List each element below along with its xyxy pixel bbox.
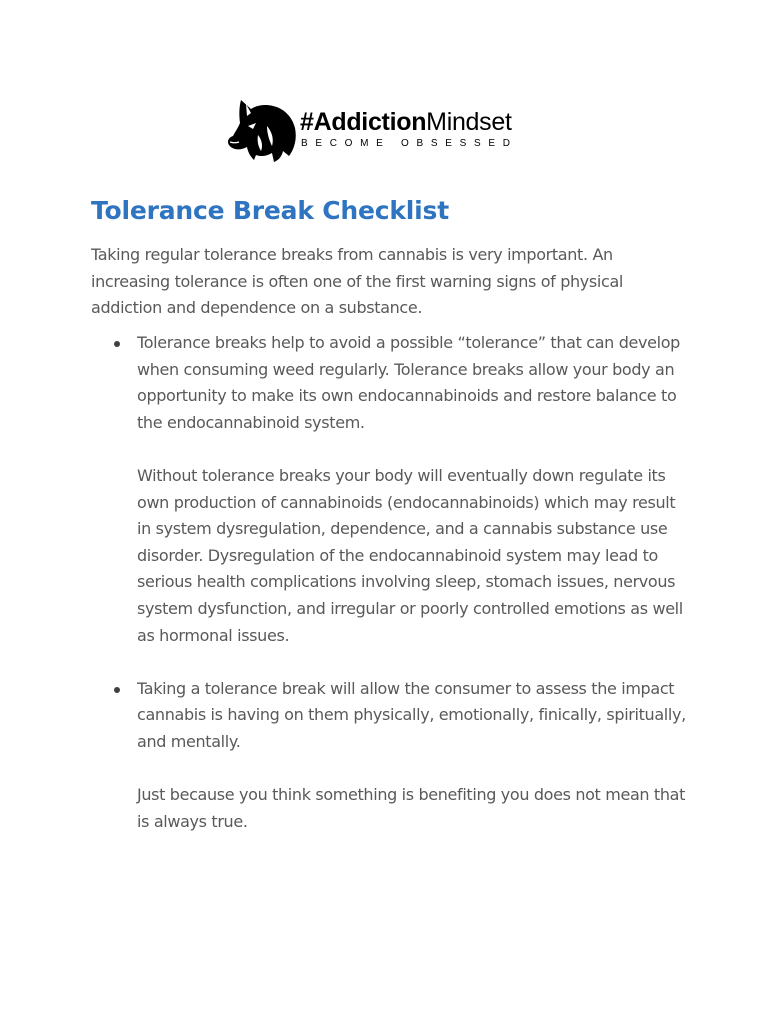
checklist-item <box>91 330 691 649</box>
wolf-head-icon <box>227 96 297 164</box>
checklist-item-paragraph: Just because you think something is benefiting you does not mean that is always true. <box>137 785 686 831</box>
page-title: Tolerance Break Checklist <box>91 196 449 225</box>
checklist-item-paragraph: Tolerance breaks help to avoid a possible “tolerance” that can develop when consuming weed regularly. Tolerance breaks allow your body an opportunity to make its own endocannabinoids and restore balance to the endocannabinoid system. <box>137 333 680 432</box>
checklist <box>91 330 691 835</box>
checklist-item <box>91 676 691 836</box>
logo-tagline: BECOME OBSESSED <box>301 138 518 149</box>
bullet-icon <box>114 341 120 347</box>
bullet-icon <box>114 687 120 693</box>
checklist-item-paragraph: Without tolerance breaks your body will eventually down regulate its own production of cannabinoids (endocannabinoids) which may result in system dysregulation, dependence, and a cannabis substance use disorder. Dysregulation of the endocannabinoid system may lead to serious health complications involving sleep, stomach issues, nervous system dysfunction, and irregular or poorly controlled emotions as well as hormonal issues. <box>137 465 683 645</box>
logo-wordmark-thin: Mindset <box>426 108 512 136</box>
intro-paragraph: Taking regular tolerance breaks from cannabis is very important. An increasing tolerance is often one of the first warning signs of physical addiction and dependence on a substance. <box>91 245 623 318</box>
addiction-mindset-logo <box>227 96 547 164</box>
logo-wordmark-bold: #Addiction <box>300 108 427 136</box>
logo-wordmark <box>300 107 512 137</box>
checklist-item-paragraph: Taking a tolerance break will allow the consumer to assess the impact cannabis is having on them physically, emotionally, finically, spiritually, and mentally. <box>137 678 686 751</box>
